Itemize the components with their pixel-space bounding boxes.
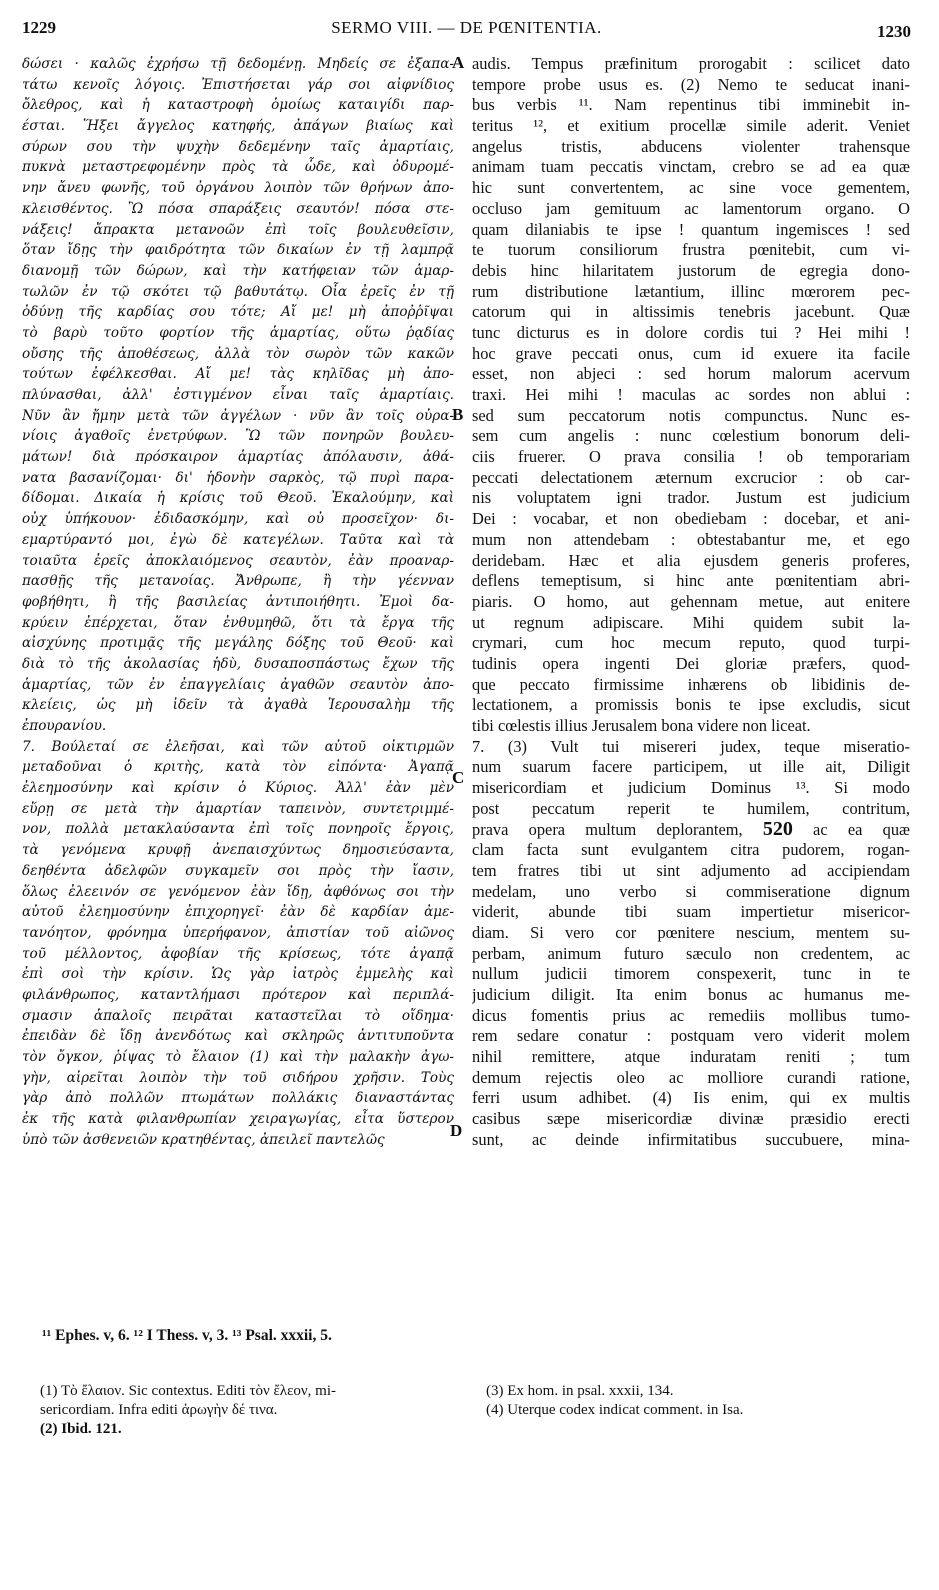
greek-text-line: τὸ βαρὺ τοῦτο φορτίον τῆς ἁμαρτίας, οὕτω ῥᾳδίας (22, 324, 454, 341)
footnote-line: (2) Ibid. 121. (40, 1421, 122, 1437)
greek-text-line: πυκνὰ μεταστρεφομένην πρὸς τὰ ὧδε, καὶ ὀδυρομέ- (22, 159, 454, 176)
greek-text-line: κλεισθέντος. Ὢ πόσα σπαράξεις σεαυτόν! πόσα στε- (22, 200, 454, 217)
latin-text-line: crymari, cum hoc mecum reputo, quod turpi- (472, 633, 910, 653)
greek-text-line: ἐκ τῆς κατὰ φιλανθρωπίαν χειραγωγίας, εἶτα ὕστερον (22, 1111, 454, 1128)
footnote-line: (3) Ex hom. in psal. xxxii, 134. (486, 1383, 674, 1399)
greek-text-line: γὴν, αἱρεῖται λοιπὸν τὴν τοῦ σιδήρου χρῆσιν. Τοὺς (22, 1069, 454, 1086)
greek-text-line: εὕρῃ σε μετὰ τὴν ἁμαρτίαν ταπεινὸν, συντετριμμέ- (22, 800, 454, 817)
latin-text-line: nullum judicii timorem conspexerit, tunc in te (472, 964, 910, 984)
footnotes-right (486, 1382, 906, 1420)
section-marker-a: A (452, 53, 465, 72)
latin-text-line: casibus sæpe misericordiæ divinæ præsidio erecti (472, 1109, 910, 1129)
latin-text-line: sunt, ac deinde infirmitatibus succubuere, mina- (472, 1129, 910, 1149)
greek-text-line: σμασιν ἁπαλοῖς πειρᾶται καταστεῖλαι τὸ οἴδημα· (22, 1007, 454, 1024)
greek-text-line: έσται. Ἥξει ἄγγελος κατηφής, ἀπάγων βιαίως καὶ (22, 118, 454, 135)
greek-text-line: νον, πολλὰ μετακλαύσαντα ἐπὶ τοῖς πονηροῖς ἔργοις, (22, 821, 454, 838)
latin-text-line: deflens temeptisum, si hinc ante pœnitentiam abri- (472, 571, 910, 591)
section-marker-d: D (450, 1121, 463, 1140)
greek-text-line: ἁμαρτίας, τῶν ἐν ἐπαγγελίαις ἀγαθῶν σεαυτὸν ἀπο- (22, 676, 454, 693)
column-number: 520 (762, 819, 793, 841)
latin-text-line: audis. Tempus præfinitum prorogabit : scilicet dato (472, 54, 910, 73)
greek-text-line: νην ἄνευ φωνῆς, τοῦ ὀργάνου λοιπὸν τῶν θρήνων ἀπο- (22, 180, 454, 197)
latin-text-line: rum distributione lætantium, illinc mœrorem pec- (472, 281, 910, 301)
latin-text-line: esset, non abjeci : sed horum malorum acervum (472, 364, 910, 384)
latin-text-line: ferri usum adhibet. (4) Iis enim, qui ex multis (472, 1088, 910, 1108)
greek-text-line: γὰρ ἀπὸ πολλῶν πτωμάτων πολλάκις διαναστάντας (22, 1090, 454, 1107)
greek-text-line: μεταδοῦναι ὁ κριτὴς, κατὰ τὸν εἰπόντα· Ἀγαπᾷ (22, 759, 454, 776)
latin-text-line: hic sunt convertentem, ac sine voce gementem, (472, 178, 910, 198)
greek-text-line: 7. Βούλεταί σε ἐλεῆσαι, καὶ τῶν αὐτοῦ οἰκτιρμῶν (22, 738, 454, 755)
latin-text-line: lectationem, a promissis bonis te ipse excludis, sicut (472, 695, 910, 715)
greek-text-line: ἐλεημοσύνην καὶ κρίσιν ὁ Κύριος. Ἀλλ' ἐὰν μὲν (22, 780, 454, 797)
latin-text-line: debis hinc hilaritatem justorum de egregia dono- (472, 260, 910, 280)
greek-text-line: φοβήθητι, ἢ τῆς βασιλείας ἀντιποιήθητι. Ἐμοὶ δα- (22, 593, 454, 610)
greek-text-line: νάξεις! ἄπρακτα μετανοῶν ἐπὶ τοῖς βουλευθεῖσιν, (22, 221, 454, 238)
greek-text-line: τούτων ἐφέλκεσθαι. Αἴ με! τὰς κηλῖδας μὴ ἀπο- (22, 366, 454, 383)
latin-text-line: quam dilaniabis te ipse ! quantum ingemisces ! sed (472, 219, 910, 239)
greek-text-line: αἰσχύνης προτιμᾷς τῆς μεγάλης δόξης τοῦ Θεοῦ· καὶ (22, 635, 454, 652)
latin-text-line: deridebam. Hæc et alia ejusdem generis proferes, (472, 550, 910, 570)
latin-text-line: sem cum angelis : nunc cœlestium bonorum deli- (472, 426, 910, 446)
latin-text-line: Dei : vocabar, et non obediebam : docebar, et ani- (472, 509, 910, 529)
greek-text-line: αὐτοῦ ἐλεημοσύνην ἐπιχορηγεῖ· ἐὰν δὲ καρδίαν ἀμε- (22, 904, 454, 921)
greek-text-line: τοῦ μέλλοντος, ἀφοβίαν τῆς κρίσεως, τότε ἀγαπᾷ (22, 945, 454, 962)
latin-text-line: hoc grave peccati onus, cum id exuere ita facile (472, 343, 910, 363)
latin-text-line: ciis fruerer. O prava consilia ! ob temporariam (472, 447, 910, 467)
latin-text-line: misericordiam et judicium Dominus ¹³. Si modo (472, 778, 910, 798)
greek-text-line: νίοις ἀγαθοῖς ἐνετρύφων. Ὢ τῶν πονηρῶν βουλευ- (22, 428, 454, 445)
latin-text-line: occluso jam gemituum ac lamentorum organo. O (472, 198, 910, 218)
greek-text-line: ὅταν ἴδῃς τὴν φαιδρότητα τῶν δικαίων ἐν τῇ λαμπρᾷ (22, 242, 454, 259)
latin-text-line: 7. (3) Vult tui misereri judex, teque miseratio- (472, 736, 910, 756)
greek-text-line: μάτων! διὰ πρόσκαιρον ἁμαρτίας ἀπόλαυσιν, ἀθά- (22, 449, 454, 466)
latin-text-line: piaris. O homo, aut gehennam metue, aut enitere (472, 591, 910, 611)
latin-text-line: dicus fomentis prius ac remediis mollibus tumo- (472, 1005, 910, 1025)
latin-text-line: prava opera multum deplorantem, 520 ac ea quæ (472, 819, 910, 841)
scripture-references: ¹¹ Ephes. v, 6. ¹² I Thess. v, 3. ¹³ Psal. xxxii, 5. (42, 1327, 332, 1344)
greek-text-line: ἐπειδὰν δὲ ἴδῃ ἀνενδότως καὶ σκληρῶς ἀντιτυποῦντα (22, 1028, 454, 1045)
latin-text-line: judicium diligit. Ita enim bonus ac humanus me- (472, 984, 910, 1004)
greek-text-line: ἐπὶ σοὶ τὴν κρίσιν. Ὡς γὰρ ἰατρὸς ἐμμελὴς καὶ (22, 966, 454, 983)
latin-text-line: que peccato firmissime inhærens ob libidinis de- (472, 674, 910, 694)
greek-text-line: δίδομαι. Δικαία ἡ κρίσις τοῦ Θεοῦ. Ἐκαλούμην, καὶ (22, 490, 454, 507)
section-marker-b: B (452, 405, 464, 424)
greek-text-line: διανομῇ τῶν δώρων, καὶ τὴν κατήφειαν τῶν ἁμαρ- (22, 262, 454, 279)
latin-text-line: rem sedare conatur : postquam vero viderit molem (472, 1026, 910, 1046)
greek-text-line: πασθῇς τῆς μετανοίας. Ἄνθρωπε, ἢ τὴν γέενναν (22, 573, 454, 590)
section-marker-c: C (452, 768, 465, 787)
latin-text-line: post peccatum reperit te humilem, contritum, (472, 798, 910, 818)
latin-text-column (472, 54, 910, 1150)
latin-text-line: perbam, animum futuro sæculo non credentem, ac (472, 943, 910, 963)
latin-text-line: viderit, abunde tibi suam impertietur misericor- (472, 902, 910, 922)
latin-text-line: te tuorum consiliorum frustra pœnitebit, cum vi- (472, 240, 910, 260)
footnotes-left (40, 1382, 460, 1439)
greek-text-line: οὔσης τῆς ἀποθέσεως, ἀλλὰ τὸν σωρὸν τῶν κακῶν (22, 345, 454, 362)
footnote-line: (1) Τὸ ἔλαιον. Sic contextus. Editi τὸν ἔλεον, mi- (40, 1383, 336, 1399)
latin-text-line: teritus ¹², et exitium procellæ simile aderit. Veniet (472, 116, 910, 136)
latin-text-line: num suarum facere participem, ut ille ait, Diligit (472, 757, 910, 777)
latin-text-line: diam. Si vero cor pœnitere nescium, mentem su- (472, 922, 910, 942)
greek-text-line: οὐχ ὑπήκουον· ἐδιδασκόμην, καὶ οὐ προσεῖχον· δι- (22, 511, 454, 528)
greek-text-line: τοιαῦτα ἐρεῖς ἀποκλαιόμενος σεαυτὸν, ἐὰν προαναρ- (22, 552, 454, 569)
latin-text-line: tempore probe usus es. (2) Nemo te seducat inani- (472, 74, 910, 94)
latin-text-line: ut regnum adipiscare. Mihi quidem subit la- (472, 612, 910, 632)
greek-text-line: δώσει · καλῶς ἐχρήσω τῇ δεδομένῃ. Μηδείς σε ἐξαπα- (22, 56, 454, 72)
greek-text-line: τωλῶν ἐν τῷ σκότει τῷ βαθυτάτῳ. Οἷα ἐρεῖς ἐν τῇ (22, 283, 454, 300)
latin-text-line: peccati delectationem æternum excrucior : ob car- (472, 467, 910, 487)
latin-text-line: mum non attendebam : obtestabantur me, et ego (472, 529, 910, 549)
greek-text-line: ὄλεθρος, καὶ ἡ καταστροφὴ ὁμοίως καταιγίδι παρ- (22, 97, 454, 114)
greek-text-line: ὅλως ἐλεεινόν σε γενόμενον ἐὰν ἴδῃ, ἀφθόνως σοι τὴν (22, 883, 454, 900)
greek-text-line: τάτω κενοῖς λόγοις. Ἐπιστήσεται γάρ σοι αἰφνίδιος (22, 76, 454, 93)
greek-text-line: κρύειν ἐπέρχεται, ὅταν ἐνθυμηθῶ, ὅτι τὰ ἔργα τῆς (22, 614, 454, 631)
greek-text-line: πλύνασθαι, ἀλλ' ἐστιγμένον εἶναι ταῖς ἁμαρτίαις. (22, 387, 454, 403)
greek-text-line: εμαρτύραντό μοι, ἐγὼ δὲ κατεγέλων. Ταῦτα καὶ τὰ (22, 531, 454, 548)
latin-text-line: angelus tristis, abducens violenter trahensque (472, 136, 910, 156)
greek-text-line: τὸν ὄγκον, ῥίψας τὸ ἔλαιον (1) καὶ τὴν μαλακὴν ἀγω- (22, 1049, 454, 1065)
greek-text-line: δεηθέντα ἀδελφῶν συγκαμεῖν σοι πρὸς τὴν ἴασιν, (22, 862, 454, 879)
running-header (22, 18, 911, 44)
latin-text-line: bus verbis ¹¹. Nam repentinus tibi imminebit in- (472, 95, 910, 115)
greek-text-line: ὀδύνῃ τῆς καρδίας σου τότε; Αἴ με! μὴ ἀποῤῥῖψαι (22, 304, 454, 321)
page-number-left: 1229 (22, 18, 56, 37)
latin-text-line: tem fratres tibi ut sint adjumento ad accipiendam (472, 860, 910, 880)
latin-text-line: nihil remittere, atque induratam reniti ; tum (472, 1047, 910, 1066)
footnote-line: (4) Uterque codex indicat comment. in Isa. (486, 1402, 744, 1418)
greek-text-line: κλείεις, ὡς μὴ ἰδεῖν τὰ ἀγαθὰ Ἱερουσαλὴμ τῆς (22, 697, 454, 714)
greek-text-line: διὰ τὸ τῆς ἀκολασίας ἡδὺ, δυσαποσπάστως ἔχων τῆς (22, 655, 454, 672)
greek-text-line: τανόητον, φρόνημα ὑπερήφανον, ἀπιστίαν τοῦ αἰῶνος (22, 924, 454, 941)
running-title: SERMO VIII. — DE PŒNITENTIA. (331, 18, 602, 37)
latin-text-line: tunc dicturus es in dolore cordis tui ? Hei mihi ! (472, 322, 910, 342)
latin-text-line: animam tuam peccatis vinctam, crebro se ad ea quæ (472, 157, 910, 177)
latin-text-line: tudinis opera ingenti Dei gloriæ præfers, quod- (472, 653, 910, 673)
latin-text-line: clam facta sunt evulgantem citra pudorem, rogan- (472, 840, 910, 860)
latin-text-line: tibi cœlestis illius Jerusalem bona videre non liceat. (472, 716, 811, 735)
greek-text-line: τὰ γενόμενα κρυφῇ ἀνεπαισχύντως δημοσιεύσαντα, (22, 842, 454, 859)
latin-text-line: catorum qui in altissimis tenebris jacebunt. Quæ (472, 302, 910, 322)
greek-text-line: ὑπὸ τῶν ἀσθενειῶν κρατηθέντας, ἀπειλεῖ παντελῶς (22, 1131, 385, 1148)
latin-text-line: nis voluptatem igni trador. Justum est judicium (472, 488, 910, 508)
greek-text-line: φιλάνθρωπος, καταντλήμασι πρότερον καὶ περιπλά- (22, 986, 454, 1003)
latin-text-line: sed sum peccatorum notis compunctus. Nunc es- (472, 405, 910, 425)
latin-text-line: demum rejectis oleo ac molliore curandi ratione, (472, 1067, 910, 1087)
greek-text-line: νατα βασανίζομαι· δι' ἡδονὴν σαρκὸς, τῷ πυρὶ παρα- (22, 469, 454, 486)
page-number-right: 1230 (877, 22, 911, 41)
footnote-line: sericordiam. Infra editi ἀρωγὴν δέ τινα. (40, 1402, 278, 1418)
greek-text-column (22, 54, 454, 1150)
greek-text-line: Νῦν ἂν ἤμην μετὰ τῶν ἀγγέλων · νῦν ἂν τοῖς οὐρα- (22, 407, 454, 424)
greek-text-line: ἐπουρανίου. (22, 718, 107, 734)
latin-text-line: traxi. Hei mihi ! maculas ac sordes non ablui : (472, 385, 910, 404)
latin-text-line: medelam, uno verbo si commiseratione dignum (472, 881, 910, 901)
greek-text-line: σύρων σου τὴν ψυχὴν δεδεμένην ταῖς ἁμαρτίαις, (22, 138, 454, 155)
